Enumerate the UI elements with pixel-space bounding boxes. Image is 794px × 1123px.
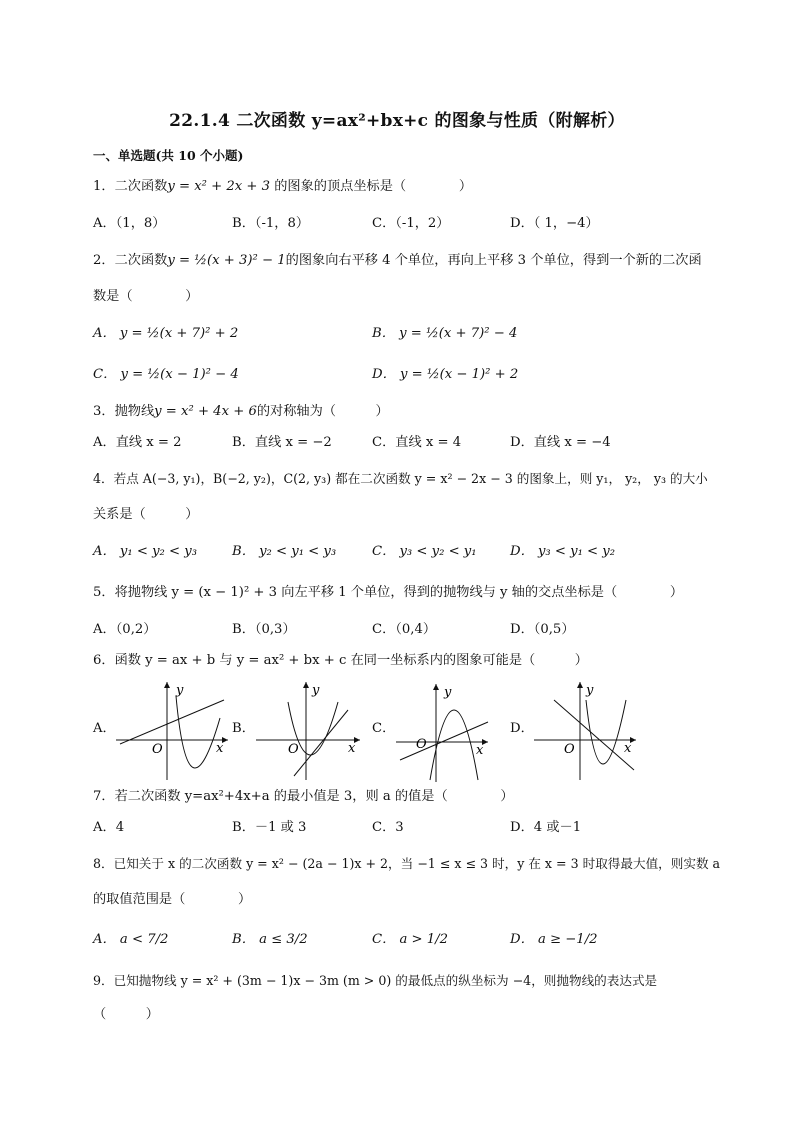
q8-option-d[interactable]: D． a ≥ −1/2 [510,932,598,947]
q8-option-b[interactable]: B． a ≤ 3/2 [232,932,308,947]
question-5: 5．将抛物线 y = (x − 1)² + 3 向左平移 1 个单位，得到的抛物线与 y 轴的交点坐标是（ ） [93,585,684,600]
question-3: 3．抛物线y = x² + 4x + 6的对称轴为（ ） [93,404,389,419]
q4-option-d[interactable]: D． y₃ < y₁ < y₂ [510,544,616,559]
section-heading: 一、单选题(共 10 个小题) [93,148,244,163]
q3-option-c[interactable]: C．直线 x = 4 [372,435,462,450]
q2-option-a[interactable]: A． y = ½(x + 7)² + 2 [93,326,239,341]
question-8-line2: 的取值范围是（ ） [93,892,252,907]
q2-option-d[interactable]: D． y = ½(x − 1)² + 2 [372,367,519,382]
q2-function: y = ½(x + 3)² − 1 [167,253,286,268]
q5-option-d[interactable]: D．（0,5） [510,622,575,637]
q6-option-c[interactable]: C． [372,721,396,736]
q6-option-b[interactable]: B． [232,721,255,736]
q6-option-d[interactable]: D． [510,721,534,736]
q1-function: y = x² + 2x + 3 [167,179,271,194]
q5-option-c[interactable]: C．（0,4） [372,622,437,637]
question-1: 1．二次函数y = x² + 2x + 3 的图象的顶点坐标是（ ） [93,179,473,194]
q4-option-c[interactable]: C． y₃ < y₂ < y₁ [372,544,477,559]
q7-option-d[interactable]: D．4 或－1 [510,820,582,835]
q6-graph-b [252,678,364,782]
q7-option-b[interactable]: B．－1 或 3 [232,820,307,835]
q6-option-a[interactable]: A． [93,721,116,736]
question-9: 9．已知抛物线 y = x² + (3m − 1)x − 3m (m > 0) 的最低点的纵坐标为 −4，则抛物线的表达式是 [93,973,658,988]
q6-d-origin: O [564,742,575,757]
q6-graph-c [392,680,492,784]
q2-option-c[interactable]: C． y = ½(x − 1)² − 4 [93,367,239,382]
q6-b-origin: O [288,742,299,757]
q2-option-b[interactable]: B． y = ½(x + 7)² − 4 [372,326,518,341]
q6-graph-a [112,678,232,782]
question-4: 4．若点 A(−3, y₁)，B(−2, y₂)，C(2, y₃) 都在二次函数 y = x² − 2x − 3 的图象上，则 y₁， y₂， y₃ 的大小 [93,471,708,486]
q1-option-b[interactable]: B．（-1，8） [232,216,310,231]
q4-option-a[interactable]: A． y₁ < y₂ < y₃ [93,544,197,559]
q1-option-a[interactable]: A．（1，8） [93,216,166,231]
question-7: 7．若二次函数 y=ax²+4x+a 的最小值是 3，则 a 的值是（ ） [93,789,514,804]
q7-option-a[interactable]: A．4 [93,820,125,835]
q5-option-a[interactable]: A．（0,2） [93,622,157,637]
q3-option-b[interactable]: B．直线 x = −2 [232,435,332,450]
q6-a-origin: O [152,742,163,757]
question-2: 2．二次函数y = ½(x + 3)² − 1的图象向右平移 4 个单位，再向上平移 3 个单位，得到一个新的二次函 [93,253,702,268]
q6-a-x-label: x [216,741,224,756]
q6-c-y-label: y [444,685,452,700]
question-2-line2: 数是（ ） [93,289,199,304]
question-9-line2: （ ） [93,1007,159,1022]
q4-option-b[interactable]: B． y₂ < y₁ < y₃ [232,544,337,559]
q1-option-d[interactable]: D．（ 1，−4） [510,216,599,231]
q3-option-d[interactable]: D．直线 x = −4 [510,435,611,450]
q6-b-y-label: y [312,683,320,698]
q8-option-c[interactable]: C． a > 1/2 [372,932,448,947]
q6-a-y-label: y [176,683,184,698]
q1-option-c[interactable]: C．（-1，2） [372,216,450,231]
q5-option-b[interactable]: B．（0,3） [232,622,296,637]
q3-function: y = x² + 4x + 6 [154,404,257,419]
q6-b-x-label: x [348,741,356,756]
q7-option-c[interactable]: C．3 [372,820,404,835]
question-6: 6．函数 y = ax + b 与 y = ax² + bx + c 在同一坐标系内的图象可能是（ ） [93,653,588,668]
q6-d-x-label: x [624,741,632,756]
page-title: 22.1.4 二次函数 y=ax²+bx+c 的图象与性质（附解析） [169,111,625,131]
q3-option-a[interactable]: A．直线 x = 2 [93,435,182,450]
q6-graph-d [530,678,640,782]
q8-option-a[interactable]: A． a < 7/2 [93,932,169,947]
q6-d-y-label: y [586,683,594,698]
q6-c-x-label: x [476,743,484,758]
question-8: 8．已知关于 x 的二次函数 y = x² − (2a − 1)x + 2，当 −1 ≤ x ≤ 3 时，y 在 x = 3 时取得最大值，则实数 a [93,856,721,871]
question-4-line2: 关系是（ ） [93,507,199,522]
q6-c-origin: O [416,737,427,752]
